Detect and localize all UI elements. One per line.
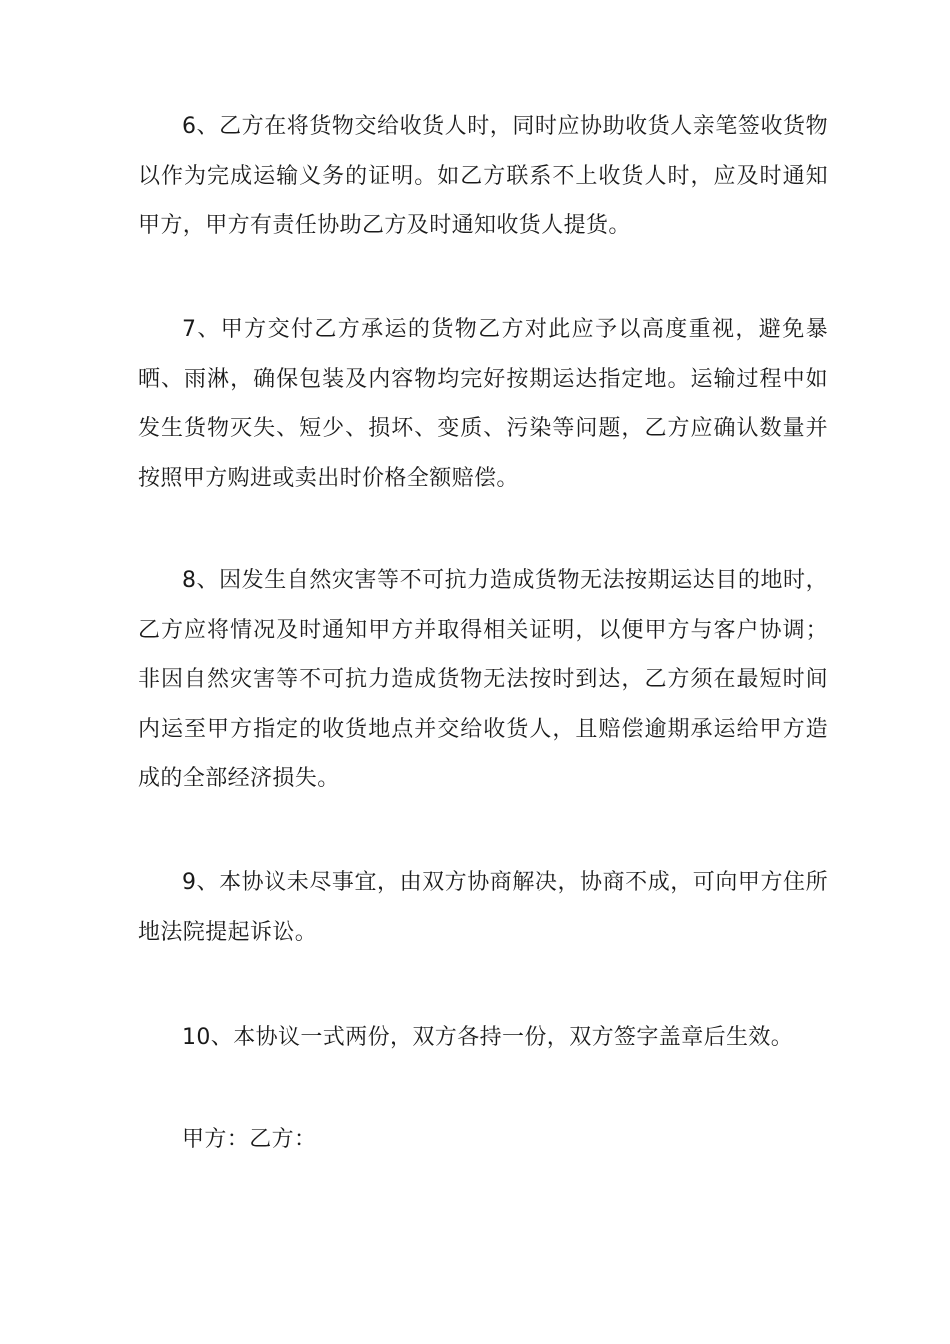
clause-8-paragraph: 8、因发生自然灾害等不可抗力造成货物无法按期运达目的地时，乙方应将情况及时通知甲方并取得相关证明，以便甲方与客户协调；非因自然灾害等不可抗力造成货物无法按时到达，乙方须在最短时间内运至甲方指定的收货地点并交给收货人，且赔偿逾期承运给甲方造成的全部经济损失。 xyxy=(138,568,828,791)
clause-9-paragraph: 9、本协议未尽事宜，由双方协商解决，协商不成，可向甲方住所地法院提起诉讼。 xyxy=(138,870,828,945)
clause-10-paragraph: 10、本协议一式两份，双方各持一份，双方签字盖章后生效。 xyxy=(182,1025,794,1050)
clause-7-paragraph: 7、甲方交付乙方承运的货物乙方对此应予以高度重视，避免暴晒、雨淋，确保包装及内容物均完好按期运达指定地。运输过程中如发生货物灭失、短少、损坏、变质、污染等问题，乙方应确认数量并按照甲方购进或卖出时价格全额赔偿。 xyxy=(138,317,828,491)
clause-6-paragraph: 6、乙方在将货物交给收货人时，同时应协助收货人亲笔签收货物以作为完成运输义务的证明。如乙方联系不上收货人时，应及时通知甲方，甲方有责任协助乙方及时通知收货人提货。 xyxy=(138,114,828,238)
signature-line: 甲方：乙方： xyxy=(182,1127,317,1152)
